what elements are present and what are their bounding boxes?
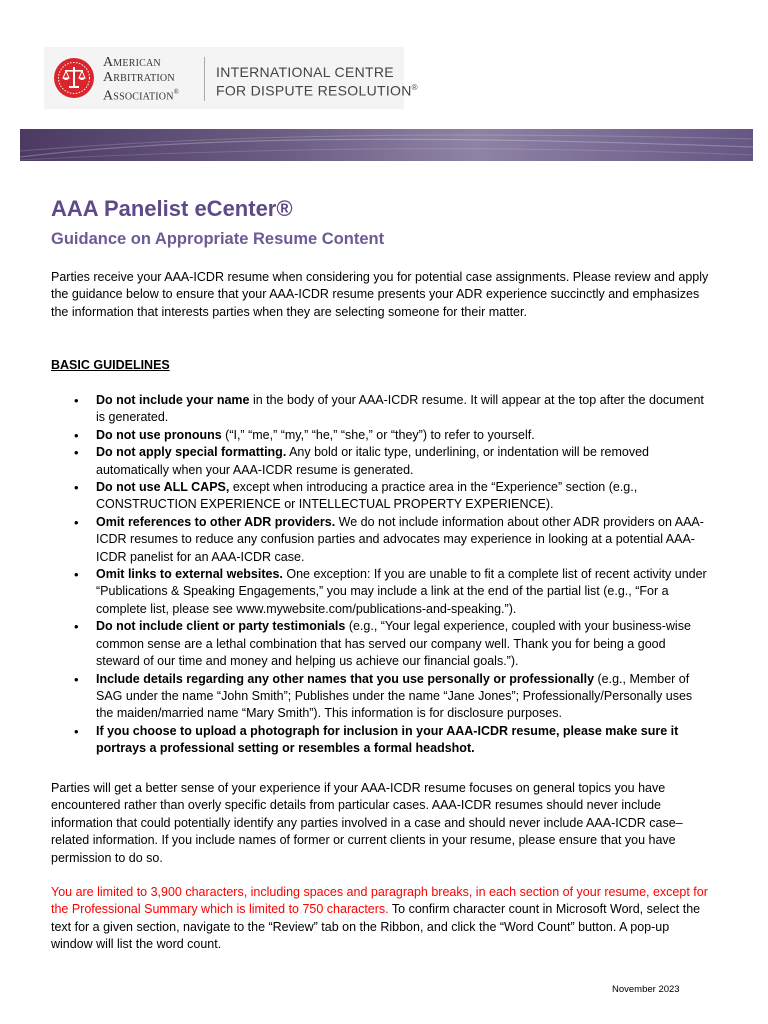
experience-paragraph: Parties will get a better sense of your experience if your AAA-ICDR resume focuses on general topics you have encountered rather than overly specific details from particular cases. AAA-ICDR resumes should never include information that could potentially identify any parties involved in a case and should never include AAA-ICDR case–related information. If you include names of former or current clients in your resume, please ensure that you have permission to do so.	[51, 781, 683, 865]
guidelines-list	[51, 392, 711, 758]
guideline-item: • Omit references to other ADR providers. We do not include information about other ADR providers on AAA-ICDR resumes to reduce any confusion parties and advocates may experience in looking at a potential AAA-ICDR panelist for an AAA-ICDR case.	[74, 514, 704, 564]
guideline-item: • If you choose to upload a photograph for inclusion in your AAA-ICDR resume, please make sure it portrays a professional setting or resembles a formal headshot.	[74, 723, 679, 756]
decorative-banner	[20, 129, 753, 161]
character-limit-paragraph: You are limited to 3,900 characters, including spaces and paragraph breaks, in each section of your resume, except for the Professional Summary which is limited to 750 characters. To confirm character count in Microsoft Word, select the text for a given section, navigate to the “Review” tab on the Ribbon, and click the “Word Count” button. A pop-up window will list the word count.	[51, 885, 708, 952]
intro-paragraph: Parties receive your AAA-ICDR resume when considering you for potential case assignments. Please review and apply the guidance below to ensure that your AAA-ICDR resume presents your ADR experience succinctly and emphasizes the information that interests parties when they are selecting someone for their matter.	[51, 270, 709, 319]
footer-date: November 2023	[612, 984, 680, 995]
guideline-item: • Do not include client or party testimonials (e.g., “Your legal experience, coupled with your business-wise common sense are a lethal combination that has served our company well. Thank you for being a good steward of our time and money and helping us achieve our financial goals.”).	[74, 619, 691, 669]
guideline-item: • Omit links to external websites. One exception: If you are unable to fit a complete list of recent activity under “Publications & Speaking Engagements,” you may include a link at the end of the partial list (e.g., “For a complete list, please see www.mywebsite.com/publications-and-speaking.”).	[74, 567, 707, 616]
page-title: AAA Panelist eCenter®	[51, 196, 293, 221]
guideline-item: • Include details regarding any other names that you use personally or professionally (e.g., Member of SAG under the name “John Smith”; Publishes under the name “Jane Jones”; Professionally/Personally uses the maiden/married name “Mary Smith”). This information is for disclosure purposes.	[74, 671, 693, 721]
guideline-item: • Do not apply special formatting. Any bold or italic type, underlining, or indentation will be removed automatically when your AAA-ICDR resume is generated.	[74, 445, 650, 477]
organization-name: American Arbitration Association®	[103, 55, 180, 104]
page-subtitle: Guidance on Appropriate Resume Content	[51, 230, 385, 248]
basic-guidelines-heading: BASIC GUIDELINES	[51, 358, 170, 372]
aaa-seal-logo-icon	[53, 57, 95, 99]
guideline-item: • Do not use ALL CAPS, except when introducing a practice area in the “Experience” section (e.g., CONSTRUCTION EXPERIENCE or INTELLECTUAL PROPERTY EXPERIENCE).	[74, 480, 638, 512]
guideline-item: • Do not include your name in the body of your AAA-ICDR resume. It will appear at the top after the document is generated.	[74, 393, 704, 425]
centre-name: INTERNATIONAL CENTRE FOR DISPUTE RESOLUTION®	[216, 64, 418, 99]
character-limit-warning: You are limited to 3,900 characters, including spaces and paragraph breaks, in each section of your resume, except for the Professional Summary which is limited to 750 characters.	[51, 885, 708, 917]
guideline-item: • Do not use pronouns (“I,” “me,” “my,” “he,” “she,” or “they”) to refer to yourself.	[74, 427, 535, 443]
logo-divider	[204, 57, 205, 101]
